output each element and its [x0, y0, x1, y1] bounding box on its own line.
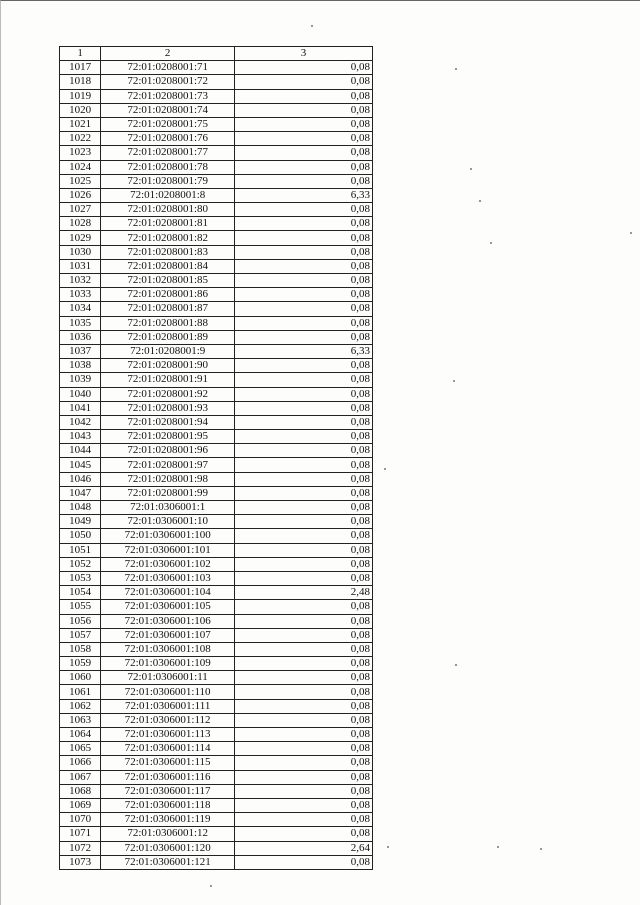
cadastral-number: 72:01:0306001:103 — [101, 571, 235, 585]
scan-speck — [479, 200, 481, 202]
column-header-3: 3 — [235, 47, 373, 61]
scan-speck — [497, 846, 499, 848]
cadastral-number: 72:01:0306001:11 — [101, 671, 235, 685]
value: 0,08 — [235, 274, 373, 288]
row-number: 1052 — [60, 557, 101, 571]
table-row — [60, 756, 373, 770]
row-number: 1038 — [60, 359, 101, 373]
value: 0,08 — [235, 529, 373, 543]
value: 0,08 — [235, 671, 373, 685]
value: 2,64 — [235, 841, 373, 855]
cadastral-number: 72:01:0208001:99 — [101, 486, 235, 500]
row-number: 1018 — [60, 75, 101, 89]
row-number: 1034 — [60, 302, 101, 316]
table-row — [60, 841, 373, 855]
table-row — [60, 217, 373, 231]
table-row — [60, 387, 373, 401]
table-row — [60, 415, 373, 429]
cadastral-number: 72:01:0306001:109 — [101, 657, 235, 671]
scan-speck — [384, 468, 386, 470]
table-row — [60, 586, 373, 600]
table-row — [60, 515, 373, 529]
table-row — [60, 600, 373, 614]
row-number: 1023 — [60, 146, 101, 160]
cadastral-number: 72:01:0208001:73 — [101, 89, 235, 103]
table-row — [60, 827, 373, 841]
scan-speck — [540, 848, 542, 850]
cadastral-number: 72:01:0208001:8 — [101, 188, 235, 202]
table-row — [60, 472, 373, 486]
table-row — [60, 430, 373, 444]
table-row — [60, 458, 373, 472]
table-row — [60, 770, 373, 784]
row-number: 1058 — [60, 642, 101, 656]
scan-speck — [387, 846, 389, 848]
table-row — [60, 75, 373, 89]
cadastral-number: 72:01:0306001:101 — [101, 543, 235, 557]
value: 0,08 — [235, 486, 373, 500]
row-number: 1044 — [60, 444, 101, 458]
value: 0,08 — [235, 316, 373, 330]
table-row — [60, 203, 373, 217]
value: 0,08 — [235, 217, 373, 231]
value: 0,08 — [235, 713, 373, 727]
value: 0,08 — [235, 89, 373, 103]
cadastral-number: 72:01:0306001:107 — [101, 628, 235, 642]
cadastral-number: 72:01:0306001:108 — [101, 642, 235, 656]
table-row — [60, 174, 373, 188]
value: 0,08 — [235, 61, 373, 75]
value: 0,08 — [235, 756, 373, 770]
value: 0,08 — [235, 685, 373, 699]
cadastral-number: 72:01:0208001:98 — [101, 472, 235, 486]
cadastral-number: 72:01:0306001:119 — [101, 813, 235, 827]
row-number: 1069 — [60, 798, 101, 812]
cadastral-number: 72:01:0208001:93 — [101, 401, 235, 415]
table-row — [60, 501, 373, 515]
value: 6,33 — [235, 188, 373, 202]
row-number: 1042 — [60, 415, 101, 429]
row-number: 1030 — [60, 245, 101, 259]
cadastral-number: 72:01:0208001:76 — [101, 132, 235, 146]
table-row — [60, 373, 373, 387]
table-row — [60, 699, 373, 713]
scan-speck — [470, 168, 472, 170]
cadastral-number: 72:01:0208001:85 — [101, 274, 235, 288]
table-row — [60, 642, 373, 656]
row-number: 1035 — [60, 316, 101, 330]
table-row — [60, 728, 373, 742]
table-row — [60, 359, 373, 373]
row-number: 1062 — [60, 699, 101, 713]
cadastral-number: 72:01:0306001:116 — [101, 770, 235, 784]
scan-speck — [455, 664, 457, 666]
row-number: 1017 — [60, 61, 101, 75]
cadastral-number: 72:01:0208001:97 — [101, 458, 235, 472]
value: 0,08 — [235, 501, 373, 515]
cadastral-number: 72:01:0208001:75 — [101, 117, 235, 131]
cadastral-number: 72:01:0208001:72 — [101, 75, 235, 89]
value: 0,08 — [235, 728, 373, 742]
value: 0,08 — [235, 174, 373, 188]
table-row — [60, 274, 373, 288]
cadastral-number: 72:01:0208001:84 — [101, 259, 235, 273]
table-row — [60, 628, 373, 642]
cadastral-number: 72:01:0306001:120 — [101, 841, 235, 855]
row-number: 1021 — [60, 117, 101, 131]
table-row — [60, 813, 373, 827]
cadastral-number: 72:01:0208001:79 — [101, 174, 235, 188]
table-row — [60, 486, 373, 500]
cadastral-table — [59, 46, 373, 870]
row-number: 1047 — [60, 486, 101, 500]
table-row — [60, 61, 373, 75]
scan-speck — [311, 25, 313, 27]
table-row — [60, 316, 373, 330]
cadastral-number: 72:01:0208001:9 — [101, 344, 235, 358]
cadastral-number: 72:01:0208001:89 — [101, 330, 235, 344]
value: 0,08 — [235, 430, 373, 444]
cadastral-number: 72:01:0208001:83 — [101, 245, 235, 259]
cadastral-number: 72:01:0208001:77 — [101, 146, 235, 160]
row-number: 1024 — [60, 160, 101, 174]
row-number: 1072 — [60, 841, 101, 855]
table-row — [60, 188, 373, 202]
value: 6,33 — [235, 344, 373, 358]
table-row — [60, 231, 373, 245]
value: 0,08 — [235, 571, 373, 585]
value: 0,08 — [235, 288, 373, 302]
row-number: 1064 — [60, 728, 101, 742]
table-row — [60, 543, 373, 557]
row-number: 1051 — [60, 543, 101, 557]
table-row — [60, 713, 373, 727]
cadastral-number: 72:01:0306001:102 — [101, 557, 235, 571]
row-number: 1054 — [60, 586, 101, 600]
column-header-2: 2 — [101, 47, 235, 61]
value: 0,08 — [235, 628, 373, 642]
row-number: 1026 — [60, 188, 101, 202]
value: 0,08 — [235, 231, 373, 245]
value: 0,08 — [235, 160, 373, 174]
cadastral-number: 72:01:0208001:82 — [101, 231, 235, 245]
value: 0,08 — [235, 784, 373, 798]
cadastral-number: 72:01:0208001:92 — [101, 387, 235, 401]
row-number: 1031 — [60, 259, 101, 273]
table-row — [60, 288, 373, 302]
table-row — [60, 302, 373, 316]
value: 0,08 — [235, 373, 373, 387]
row-number: 1020 — [60, 103, 101, 117]
cadastral-number: 72:01:0208001:87 — [101, 302, 235, 316]
value: 0,08 — [235, 203, 373, 217]
value: 0,08 — [235, 827, 373, 841]
row-number: 1045 — [60, 458, 101, 472]
scan-speck — [630, 232, 632, 234]
row-number: 1036 — [60, 330, 101, 344]
table-row — [60, 259, 373, 273]
row-number: 1032 — [60, 274, 101, 288]
scan-speck — [455, 68, 457, 70]
table-row — [60, 571, 373, 585]
row-number: 1065 — [60, 742, 101, 756]
cadastral-number: 72:01:0208001:88 — [101, 316, 235, 330]
cadastral-number: 72:01:0306001:104 — [101, 586, 235, 600]
value: 0,08 — [235, 103, 373, 117]
value: 0,08 — [235, 444, 373, 458]
cadastral-number: 72:01:0306001:112 — [101, 713, 235, 727]
value: 0,08 — [235, 472, 373, 486]
row-number: 1039 — [60, 373, 101, 387]
row-number: 1049 — [60, 515, 101, 529]
table-row — [60, 103, 373, 117]
cadastral-number: 72:01:0306001:111 — [101, 699, 235, 713]
value: 0,08 — [235, 798, 373, 812]
value: 0,08 — [235, 614, 373, 628]
row-number: 1037 — [60, 344, 101, 358]
table-row — [60, 671, 373, 685]
value: 0,08 — [235, 657, 373, 671]
cadastral-number: 72:01:0306001:12 — [101, 827, 235, 841]
value: 0,08 — [235, 146, 373, 160]
value: 0,08 — [235, 770, 373, 784]
table-row — [60, 330, 373, 344]
scan-speck — [210, 885, 212, 887]
row-number: 1071 — [60, 827, 101, 841]
scan-speck — [490, 242, 492, 244]
value: 0,08 — [235, 458, 373, 472]
row-number: 1050 — [60, 529, 101, 543]
cadastral-number: 72:01:0306001:113 — [101, 728, 235, 742]
table-row — [60, 344, 373, 358]
row-number: 1059 — [60, 657, 101, 671]
table-row — [60, 132, 373, 146]
cadastral-number: 72:01:0208001:81 — [101, 217, 235, 231]
cadastral-number: 72:01:0208001:90 — [101, 359, 235, 373]
value: 0,08 — [235, 117, 373, 131]
table-row — [60, 401, 373, 415]
cadastral-number: 72:01:0208001:78 — [101, 160, 235, 174]
table-row — [60, 685, 373, 699]
row-number: 1055 — [60, 600, 101, 614]
cadastral-number: 72:01:0306001:10 — [101, 515, 235, 529]
value: 0,08 — [235, 515, 373, 529]
value: 0,08 — [235, 813, 373, 827]
cadastral-number: 72:01:0208001:74 — [101, 103, 235, 117]
row-number: 1025 — [60, 174, 101, 188]
row-number: 1068 — [60, 784, 101, 798]
cadastral-number: 72:01:0208001:94 — [101, 415, 235, 429]
row-number: 1046 — [60, 472, 101, 486]
row-number: 1053 — [60, 571, 101, 585]
row-number: 1060 — [60, 671, 101, 685]
cadastral-number: 72:01:0208001:80 — [101, 203, 235, 217]
cadastral-number: 72:01:0306001:115 — [101, 756, 235, 770]
row-number: 1067 — [60, 770, 101, 784]
table-row — [60, 146, 373, 160]
value: 0,08 — [235, 415, 373, 429]
table-row — [60, 855, 373, 869]
value: 0,08 — [235, 742, 373, 756]
row-number: 1027 — [60, 203, 101, 217]
value: 0,08 — [235, 330, 373, 344]
table-row — [60, 117, 373, 131]
value: 0,08 — [235, 259, 373, 273]
table-row — [60, 784, 373, 798]
row-number: 1019 — [60, 89, 101, 103]
row-number: 1073 — [60, 855, 101, 869]
table-body — [60, 47, 373, 870]
value: 0,08 — [235, 75, 373, 89]
row-number: 1056 — [60, 614, 101, 628]
row-number: 1028 — [60, 217, 101, 231]
cadastral-number: 72:01:0306001:118 — [101, 798, 235, 812]
table-row — [60, 742, 373, 756]
table-header-row — [60, 47, 373, 61]
row-number: 1070 — [60, 813, 101, 827]
table-row — [60, 614, 373, 628]
value: 0,08 — [235, 642, 373, 656]
cadastral-number: 72:01:0208001:86 — [101, 288, 235, 302]
value: 0,08 — [235, 359, 373, 373]
column-header-1: 1 — [60, 47, 101, 61]
value: 0,08 — [235, 401, 373, 415]
table-row — [60, 160, 373, 174]
cadastral-number: 72:01:0306001:114 — [101, 742, 235, 756]
table-row — [60, 557, 373, 571]
table-row — [60, 444, 373, 458]
cadastral-number: 72:01:0306001:106 — [101, 614, 235, 628]
cadastral-number: 72:01:0208001:71 — [101, 61, 235, 75]
row-number: 1061 — [60, 685, 101, 699]
value: 0,08 — [235, 855, 373, 869]
table-row — [60, 89, 373, 103]
cadastral-number: 72:01:0208001:95 — [101, 430, 235, 444]
value: 0,08 — [235, 245, 373, 259]
value: 0,08 — [235, 543, 373, 557]
value: 0,08 — [235, 699, 373, 713]
table-row — [60, 798, 373, 812]
cadastral-number: 72:01:0306001:105 — [101, 600, 235, 614]
row-number: 1022 — [60, 132, 101, 146]
cadastral-number: 72:01:0306001:100 — [101, 529, 235, 543]
table-row — [60, 245, 373, 259]
row-number: 1029 — [60, 231, 101, 245]
cadastral-number: 72:01:0306001:1 — [101, 501, 235, 515]
value: 0,08 — [235, 557, 373, 571]
cadastral-number: 72:01:0306001:110 — [101, 685, 235, 699]
value: 0,08 — [235, 302, 373, 316]
value: 0,08 — [235, 387, 373, 401]
cadastral-number: 72:01:0306001:117 — [101, 784, 235, 798]
cadastral-number: 72:01:0208001:96 — [101, 444, 235, 458]
table-row — [60, 657, 373, 671]
row-number: 1043 — [60, 430, 101, 444]
value: 2,48 — [235, 586, 373, 600]
cadastral-number: 72:01:0208001:91 — [101, 373, 235, 387]
table-row — [60, 529, 373, 543]
row-number: 1041 — [60, 401, 101, 415]
row-number: 1066 — [60, 756, 101, 770]
row-number: 1033 — [60, 288, 101, 302]
cadastral-number: 72:01:0306001:121 — [101, 855, 235, 869]
value: 0,08 — [235, 600, 373, 614]
row-number: 1048 — [60, 501, 101, 515]
scan-speck — [453, 380, 455, 382]
row-number: 1063 — [60, 713, 101, 727]
row-number: 1057 — [60, 628, 101, 642]
row-number: 1040 — [60, 387, 101, 401]
value: 0,08 — [235, 132, 373, 146]
